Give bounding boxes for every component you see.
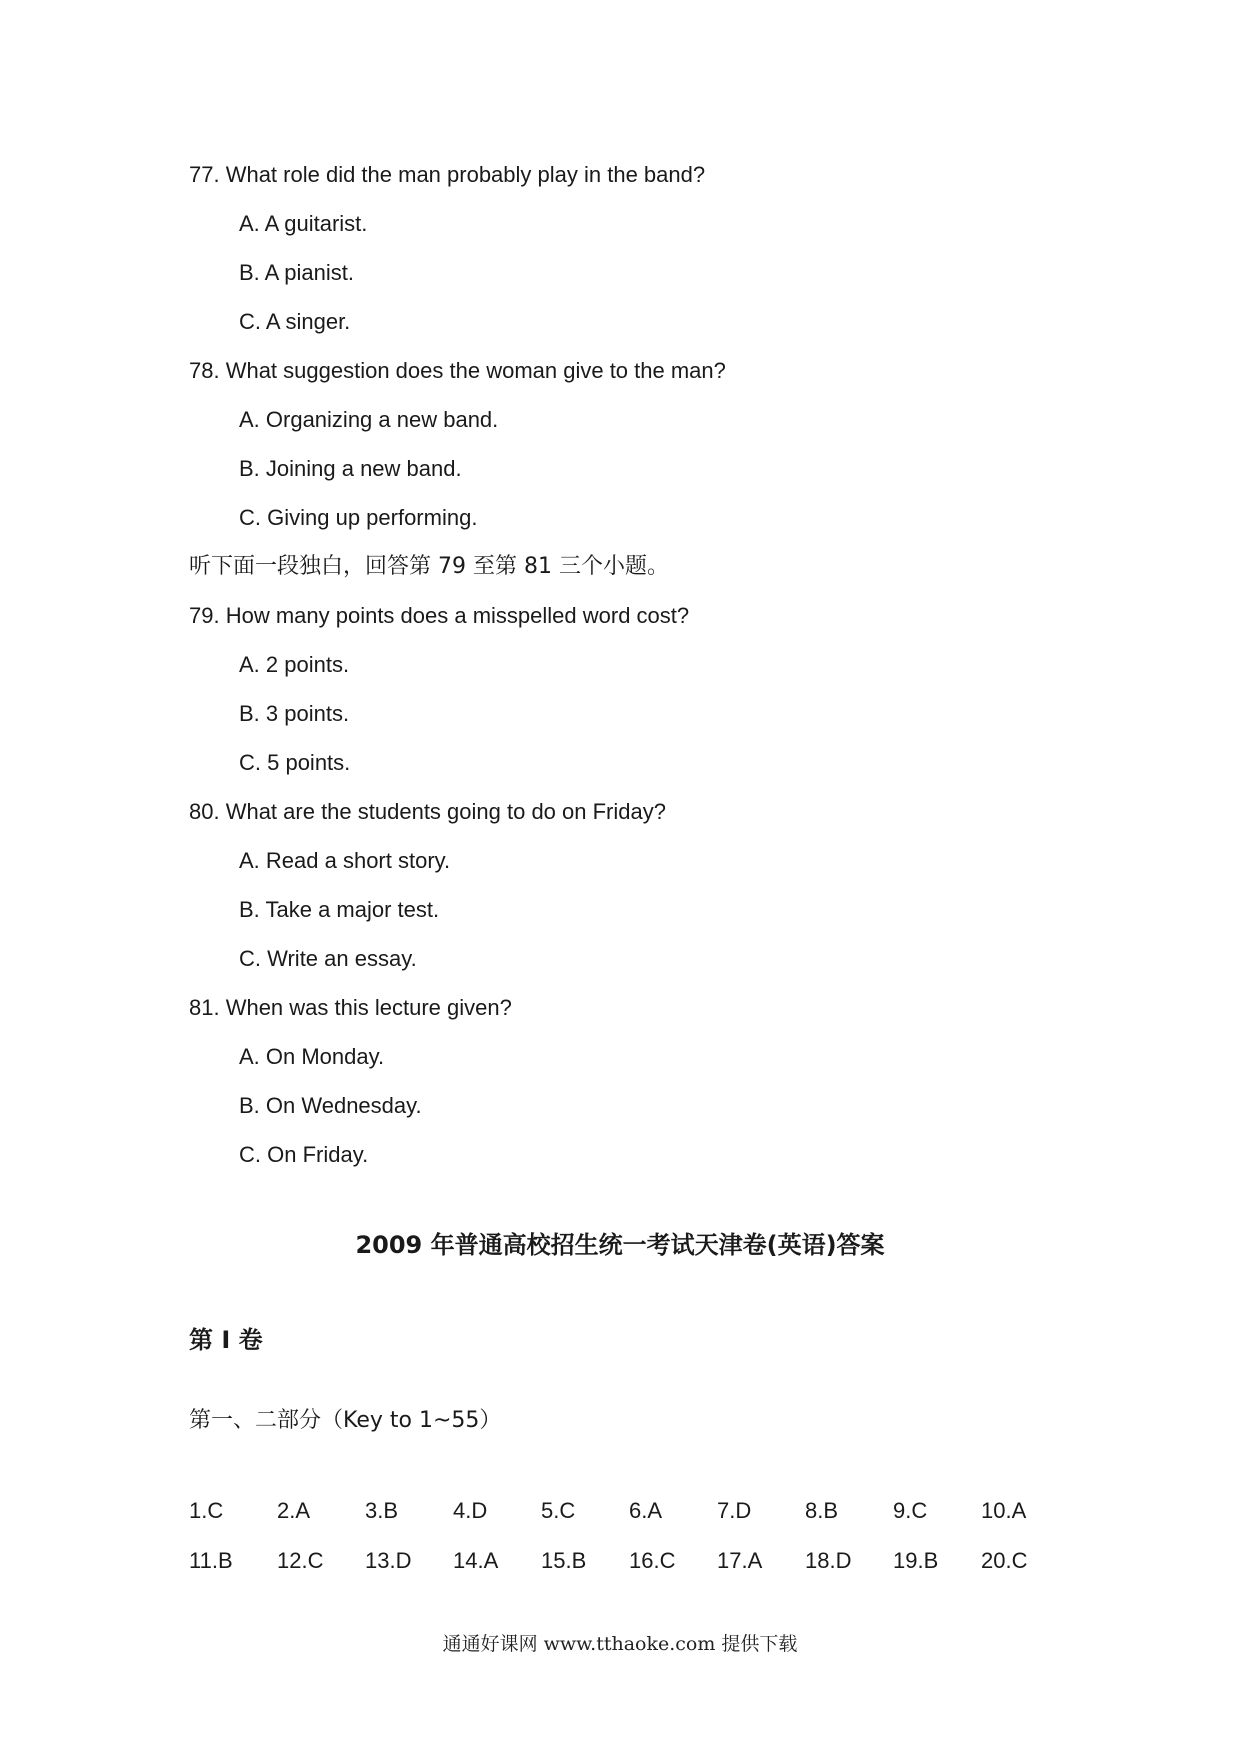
answer-key-cell: 9.C	[893, 1498, 928, 1523]
question-stem: 80. What are the students going to do on Friday?	[189, 799, 666, 824]
answer-option: C. A singer.	[239, 309, 351, 334]
answer-option: B. Take a major test.	[239, 897, 440, 922]
answer-key-cell: 12.C	[277, 1548, 324, 1573]
answer-key-cell: 18.D	[805, 1548, 852, 1573]
answer-key-cell: 14.A	[453, 1548, 499, 1573]
volume-heading: 第 I 卷	[189, 1326, 263, 1354]
answer-key-cell: 17.A	[717, 1548, 763, 1573]
answer-key-cell: 13.D	[365, 1548, 412, 1573]
answer-option: A. 2 points.	[239, 652, 350, 677]
answer-option: C. Giving up performing.	[239, 505, 478, 530]
answer-key-cell: 10.A	[981, 1498, 1027, 1523]
question-stem: 78. What suggestion does the woman give to the man?	[189, 358, 726, 383]
answer-key-cell: 4.D	[453, 1498, 488, 1523]
section-label: 第一、二部分（Key to 1~55）	[189, 1408, 502, 1433]
answer-option: B. Joining a new band.	[239, 456, 462, 481]
answer-option: A. Organizing a new band.	[239, 407, 499, 432]
page-footer: 通通好课网 www.tthaoke.com 提供下载	[442, 1633, 798, 1655]
answer-option: C. 5 points.	[239, 750, 351, 775]
answer-option: A. A guitarist.	[239, 211, 368, 236]
answer-option: B. A pianist.	[239, 260, 354, 285]
answer-option: A. On Monday.	[239, 1044, 385, 1069]
answer-key-grid	[189, 1486, 1069, 1586]
question-stem: 81. When was this lecture given?	[189, 995, 512, 1020]
answer-key-cell: 16.C	[629, 1548, 676, 1573]
answer-key-cell: 8.B	[805, 1498, 839, 1523]
answer-option: B. On Wednesday.	[239, 1093, 422, 1118]
answer-key-cell: 3.B	[365, 1498, 399, 1523]
question-stem: 77. What role did the man probably play in the band?	[189, 162, 706, 187]
answer-key-cell: 20.C	[981, 1548, 1028, 1573]
listening-questions	[189, 150, 1089, 1179]
answer-option: B. 3 points.	[239, 701, 350, 726]
answer-key-cell: 7.D	[717, 1498, 752, 1523]
answer-option: A. Read a short story.	[239, 848, 451, 873]
question-stem: 79. How many points does a misspelled word cost?	[189, 603, 690, 628]
answer-key-cell: 11.B	[189, 1548, 233, 1573]
section-instruction: 听下面一段独白，回答第 79 至第 81 三个小题。	[189, 554, 669, 579]
answer-key-cell: 15.B	[541, 1548, 587, 1573]
answer-key-cell: 6.A	[629, 1498, 663, 1523]
answer-key-cell: 5.C	[541, 1498, 576, 1523]
answer-key-title: 2009 年普通高校招生统一考试天津卷(英语)答案	[355, 1231, 885, 1259]
answer-key-cell: 2.A	[277, 1498, 311, 1523]
answer-option: C. Write an essay.	[239, 946, 417, 971]
answer-key-row	[189, 1486, 1069, 1536]
answer-option: C. On Friday.	[239, 1142, 369, 1167]
answer-key-row	[189, 1536, 1069, 1586]
answer-key-cell: 1.C	[189, 1498, 224, 1523]
answer-key-cell: 19.B	[893, 1548, 939, 1573]
